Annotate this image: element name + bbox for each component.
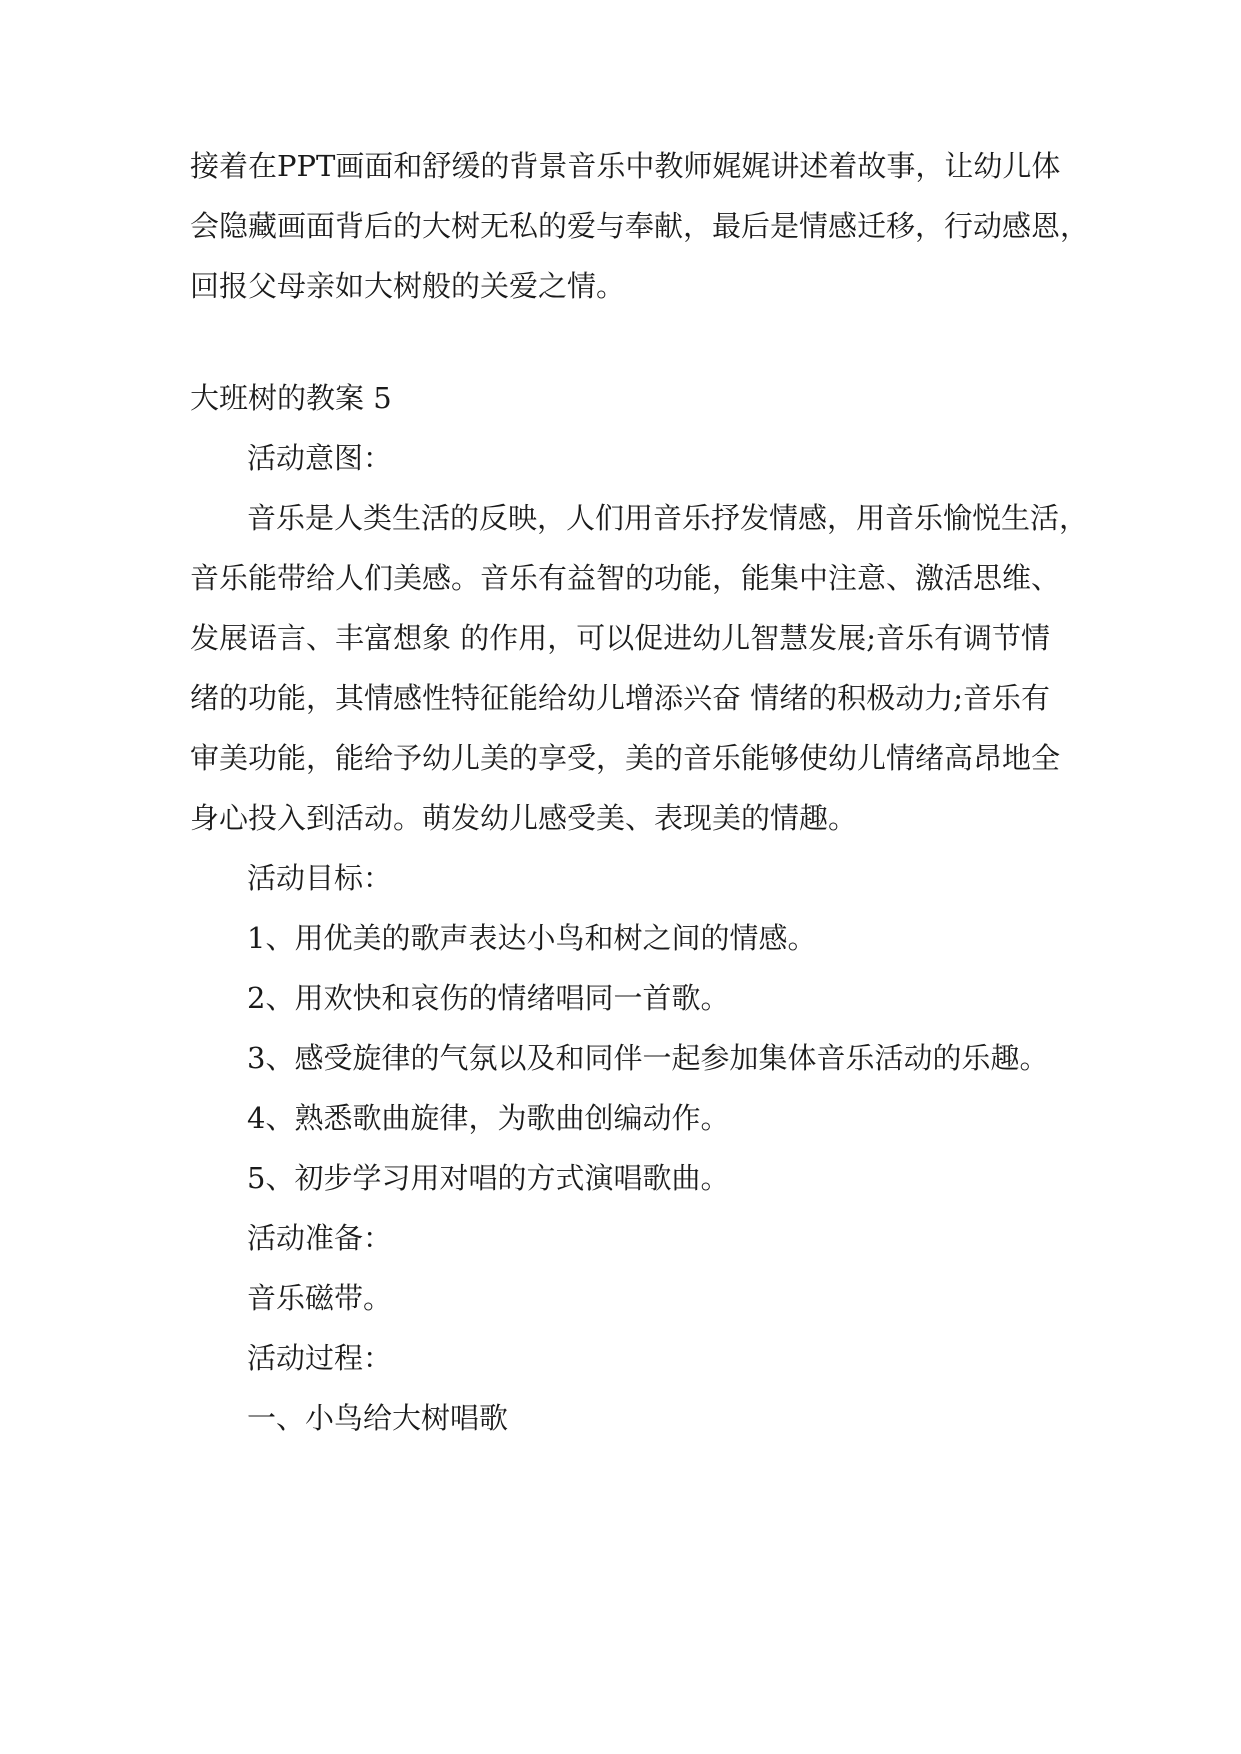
goal-item-2: 2、用欢快和哀伤的情绪唱同一首歌。 [247,981,730,1015]
goal-item-3: 3、感受旋律的气氛以及和同伴一起参加集体音乐活动的乐趣。 [247,1041,1049,1075]
intent-line-4: 绪的功能，其情感性特征能给幼儿增添兴奋 情绪的积极动力;音乐有 [190,681,1050,715]
process-step-1: 一、小鸟给大树唱歌 [247,1401,509,1435]
intent-line-3: 发展语言、丰富想象 的作用，可以促进幼儿智慧发展;音乐有调节情 [190,621,1050,655]
intent-heading: 活动意图： [247,441,393,475]
goal-item-1: 1、用优美的歌声表达小鸟和树之间的情感。 [247,921,817,955]
process-heading: 活动过程： [247,1341,393,1375]
intent-line-6: 身心投入到活动。萌发幼儿感受美、表现美的情趣。 [190,801,858,835]
intent-line-1: 音乐是人类生活的反映，人们用音乐抒发情感，用音乐愉悦生活， [247,501,1089,535]
intro-line-2: 会隐藏画面背后的大树无私的爱与奉献，最后是情感迁移，行动感恩， [190,209,1090,243]
intro-line-1: 接着在PPT画面和舒缓的背景音乐中教师娓娓讲述着故事，让幼儿体 [190,149,1061,183]
intent-line-5: 审美功能，能给予幼儿美的享受，美的音乐能够使幼儿情绪高昂地全 [190,741,1061,775]
intent-line-2: 音乐能带给人们美感。音乐有益智的功能，能集中注意、激活思维、 [190,561,1061,595]
prep-heading: 活动准备： [247,1221,393,1255]
goals-heading: 活动目标： [247,861,393,895]
prep-text: 音乐磁带。 [247,1281,393,1315]
intro-line-3: 回报父母亲如大树般的关爱之情。 [190,269,626,303]
goal-item-4: 4、熟悉歌曲旋律，为歌曲创编动作。 [247,1101,730,1135]
goal-item-5: 5、初步学习用对唱的方式演唱歌曲。 [247,1161,730,1195]
section-title: 大班树的教案 5 [190,381,392,415]
